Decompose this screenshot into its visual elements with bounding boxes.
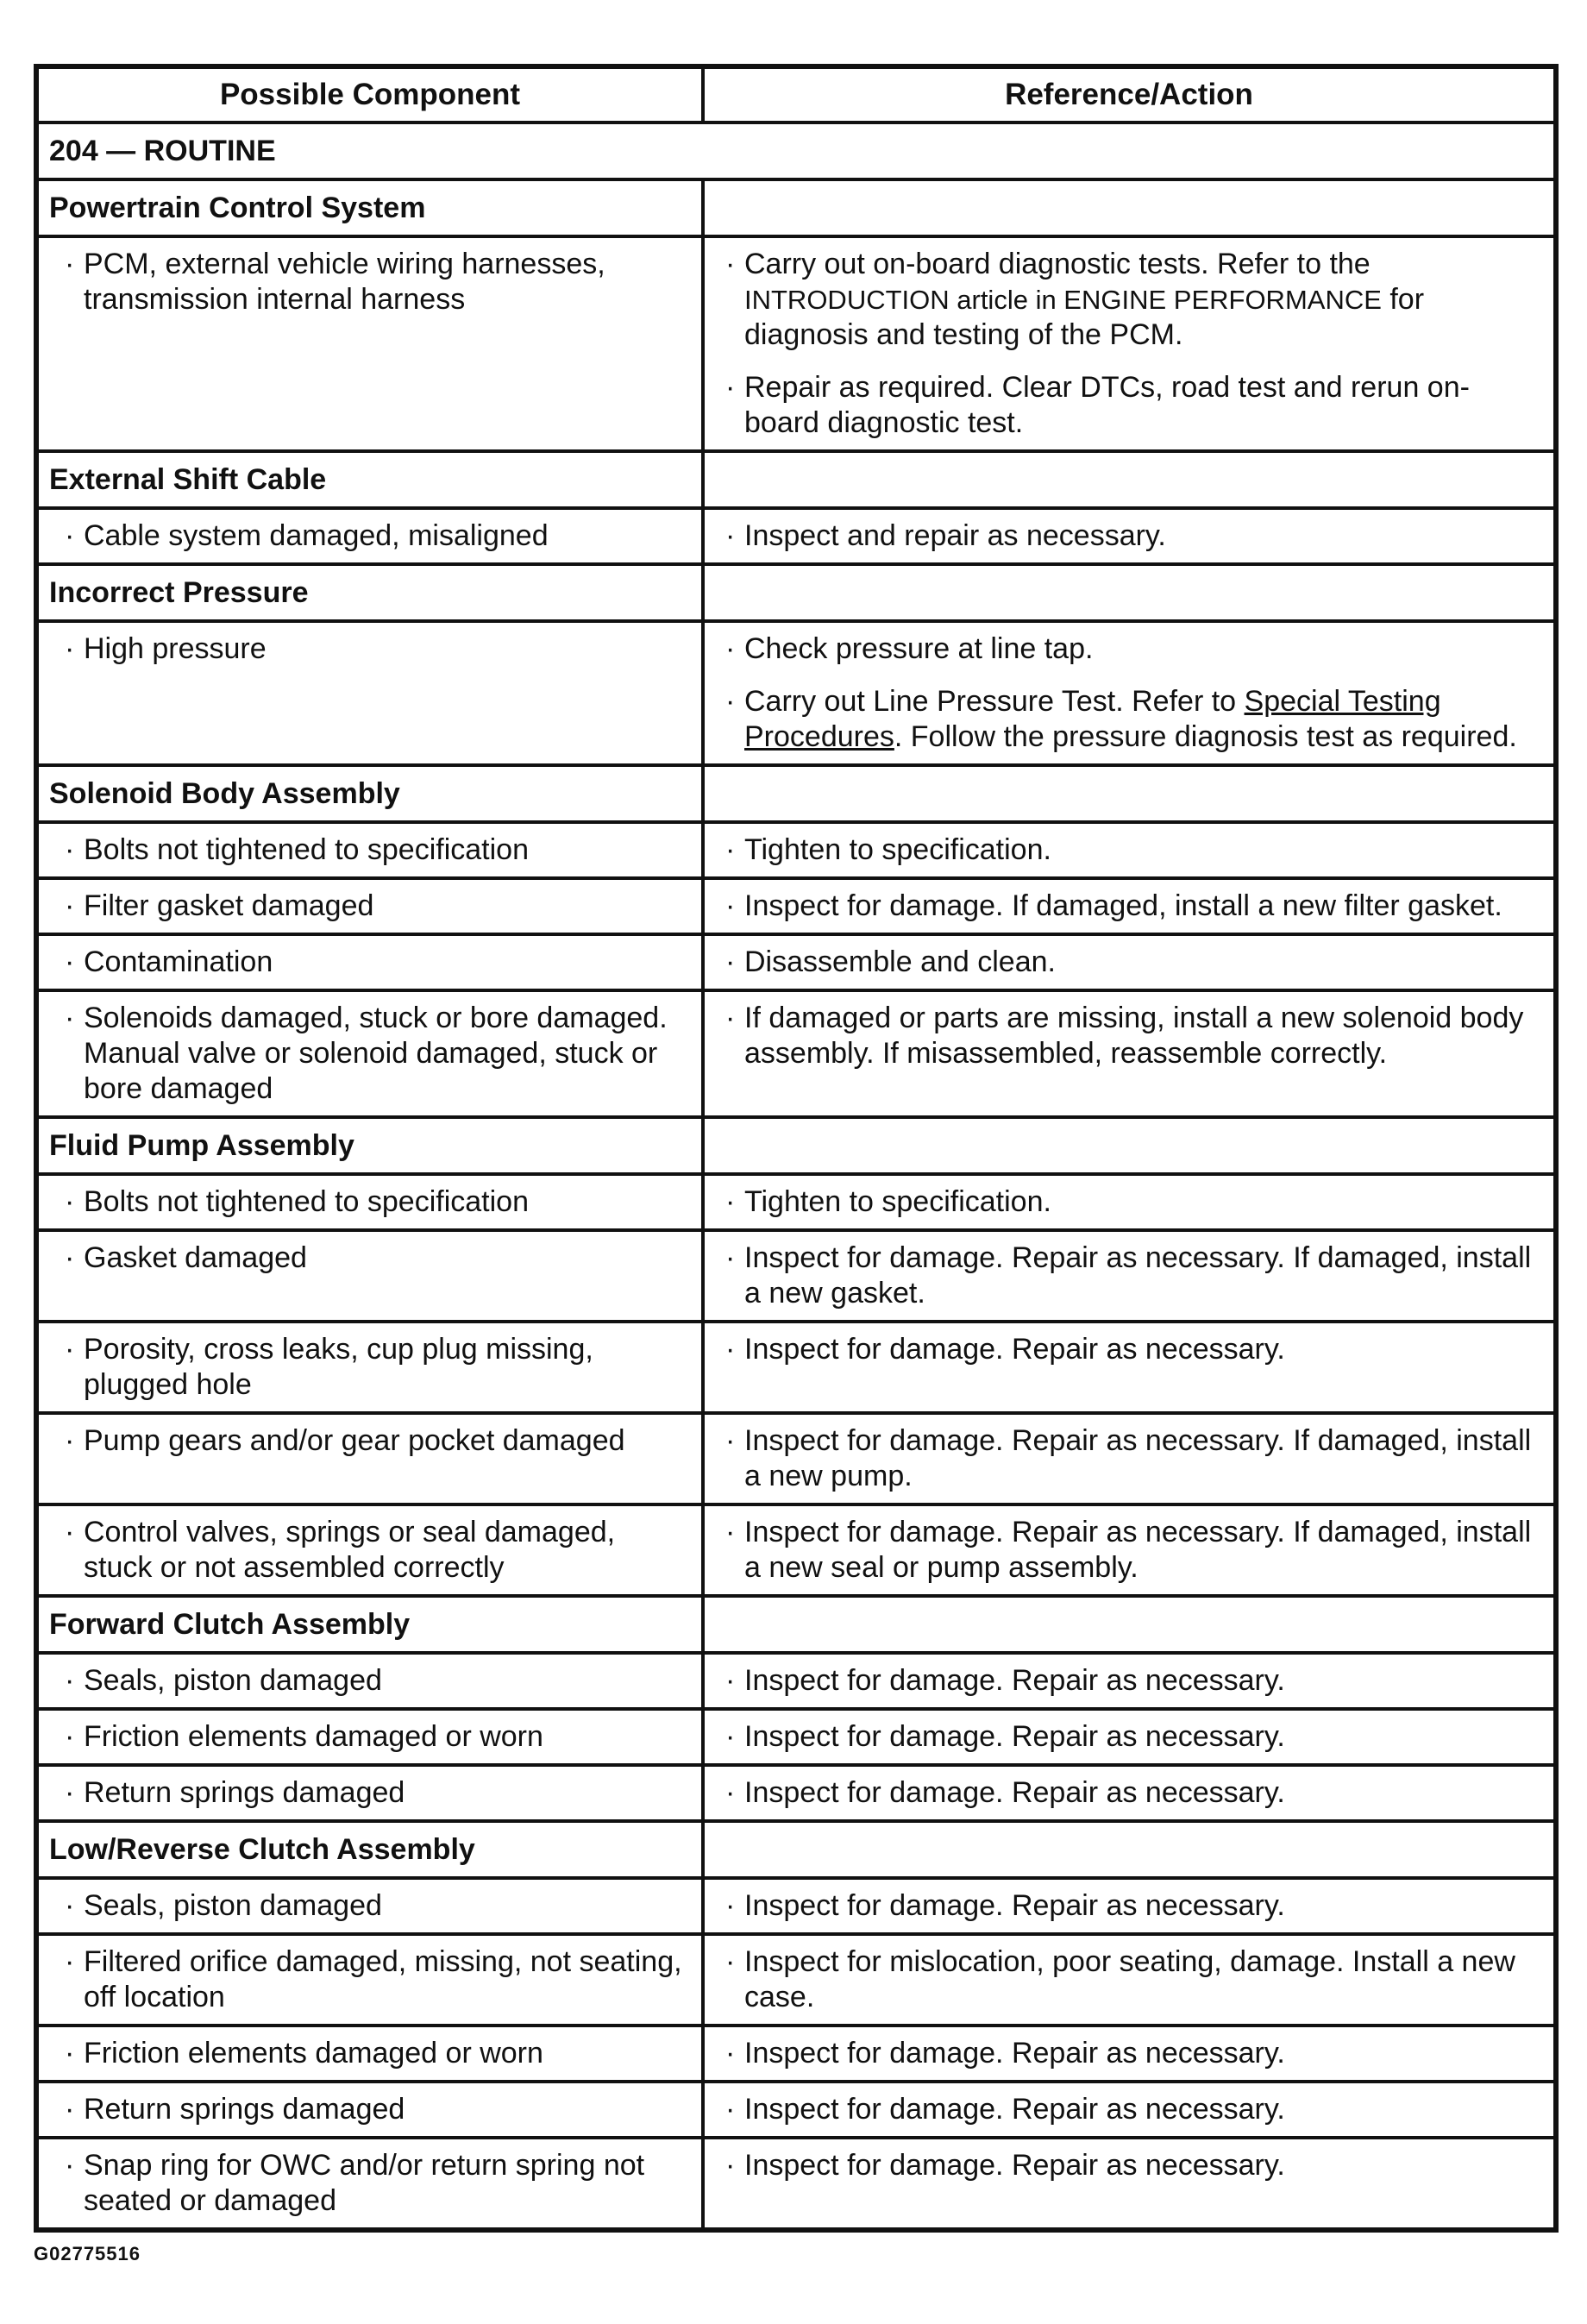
component-text: Pump gears and/or gear pocket damaged [84,1424,625,1457]
component-cell [36,1230,703,1322]
bullet-dot: · [725,833,736,866]
component-cell [36,990,703,1117]
bullet-item [39,510,701,562]
special-testing-procedures-link[interactable]: Special Testing Procedures [744,685,1441,753]
header-row [36,66,1556,122]
component-text: PCM, external vehicle wiring harnesses, transmission internal harness [84,248,605,316]
bullet-dot: · [65,1889,75,1922]
action-cell [703,934,1556,990]
group-title: Low/Reverse Clutch Assembly [36,1821,703,1878]
component-cell [36,934,703,990]
group-action-empty [703,765,1556,822]
bullet-dot: · [725,632,736,665]
component-text: Contamination [84,945,273,978]
group-row [36,1117,1556,1174]
component-text: Return springs damaged [84,2093,405,2126]
action-text: . Follow the pressure diagnosis test as required. [894,720,1517,753]
component-cell [36,621,703,765]
table-row [36,2138,1556,2230]
action-text: Inspect for damage. Repair as necessary. [744,2093,1285,2126]
action-text: Inspect for damage. Repair as necessary. [744,1720,1285,1753]
bullet-item [705,1415,1553,1503]
action-text: Inspect for damage. Repair as necessary. [744,2037,1285,2070]
action-cell [703,990,1556,1117]
bullet-dot: · [725,1241,736,1274]
table-row [36,1653,1556,1709]
bullet-item [705,2083,1553,2136]
group-title: Forward Clutch Assembly [36,1596,703,1653]
action-text: Carry out on-board diagnostic tests. Refer to the [744,248,1371,280]
group-action-empty [703,564,1556,621]
bullet-dot: · [725,1424,736,1457]
action-text: Inspect for damage. Repair as necessary. [744,1664,1285,1697]
table-row [36,822,1556,878]
action-cell [703,1230,1556,1322]
bullet-dot: · [65,2037,75,2070]
component-cell [36,1504,703,1596]
action-cell [703,1765,1556,1821]
bullet-dot: · [65,2149,75,2182]
component-cell [36,822,703,878]
component-text: Porosity, cross leaks, cup plug missing, plugged hole [84,1333,593,1401]
bullet-dot: · [725,889,736,922]
header-reference-action: Reference/Action [703,66,1556,122]
bullet-dot: · [65,1945,75,1978]
action-reference-text: INTRODUCTION article in ENGINE PERFORMANCE [744,285,1382,315]
table-row [36,2026,1556,2082]
bullet-dot: · [725,945,736,978]
bullet-dot: · [725,1889,736,1922]
bullet-dot: · [725,1333,736,1366]
bullet-item [705,1323,1553,1376]
component-cell [36,2026,703,2082]
component-cell [36,1709,703,1765]
action-cell [703,1174,1556,1230]
action-cell [703,2138,1556,2230]
group-title: External Shift Cable [36,451,703,508]
group-row [36,1596,1556,1653]
component-text: Filter gasket damaged [84,889,374,922]
group-row [36,179,1556,236]
bullet-item [39,824,701,876]
component-text: Seals, piston damaged [84,1889,382,1922]
action-cell [703,2082,1556,2138]
bullet-dot: · [65,519,75,552]
component-cell [36,1765,703,1821]
component-cell [36,236,703,451]
bullet-item [705,824,1553,876]
action-text: Tighten to specification. [744,833,1051,866]
action-text: Repair as required. Clear DTCs, road test and rerun on-board diagnostic test. [744,371,1470,439]
bullet-dot: · [65,1185,75,1218]
bullet-dot: · [65,1776,75,1809]
bullet-dot: · [725,1516,736,1548]
action-text: Inspect for damage. Repair as necessary. [744,2149,1285,2182]
component-text: Gasket damaged [84,1241,307,1274]
bullet-item [39,1415,701,1467]
bullet-dot: · [725,1185,736,1218]
bullet-item [705,675,1553,763]
action-cell [703,236,1556,451]
component-cell [36,1174,703,1230]
bullet-item [705,361,1553,449]
header-possible-component: Possible Component [36,66,703,122]
bullet-item [705,510,1553,562]
bullet-item [705,1767,1553,1819]
table-row [36,990,1556,1117]
action-text: Carry out Line Pressure Test. Refer to [744,685,1237,718]
action-cell [703,1934,1556,2026]
action-cell [703,1413,1556,1504]
table-row [36,1504,1556,1596]
bullet-dot: · [725,1720,736,1753]
bullet-dot: · [65,1720,75,1753]
component-cell [36,1934,703,2026]
table-row [36,934,1556,990]
component-cell [36,2138,703,2230]
bullet-dot: · [725,519,736,552]
table-row [36,1934,1556,2026]
component-cell [36,1413,703,1504]
group-action-empty [703,1596,1556,1653]
action-text: Inspect for damage. If damaged, install a new filter gasket. [744,889,1502,922]
component-cell [36,1653,703,1709]
table-row [36,621,1556,765]
action-text: Inspect and repair as necessary. [744,519,1166,552]
bullet-item [705,1176,1553,1228]
group-row [36,1821,1556,1878]
component-cell [36,1322,703,1413]
bullet-item [39,1767,701,1819]
group-action-empty [703,179,1556,236]
group-row [36,765,1556,822]
bullet-item [705,2139,1553,2192]
component-text: Bolts not tightened to specification [84,833,529,866]
bullet-item [39,1711,701,1763]
bullet-dot: · [65,1424,75,1457]
bullet-item [39,1880,701,1932]
table-row [36,1709,1556,1765]
bullet-dot: · [65,945,75,978]
bullet-item [705,1880,1553,1932]
bullet-dot: · [65,889,75,922]
bullet-dot: · [725,371,736,404]
bullet-dot: · [725,1002,736,1034]
bullet-dot: · [65,1333,75,1366]
component-text: Control valves, springs or seal damaged, stuck or not assembled correctly [84,1516,616,1584]
component-text: Seals, piston damaged [84,1664,382,1697]
action-text: Check pressure at line tap. [744,632,1094,665]
bullet-item [39,1655,701,1707]
action-text: Inspect for damage. Repair as necessary. [744,1889,1285,1922]
bullet-dot: · [725,2149,736,2182]
action-cell [703,621,1556,765]
table-row [36,508,1556,564]
table-row [36,236,1556,451]
bullet-item [705,1506,1553,1594]
component-text: High pressure [84,632,267,665]
group-title: Incorrect Pressure [36,564,703,621]
bullet-dot: · [65,248,75,280]
component-text: Return springs damaged [84,1776,405,1809]
action-text: Tighten to specification. [744,1185,1051,1218]
figure-code: G02775516 [34,2243,141,2264]
bullet-item [39,1323,701,1411]
component-cell [36,2082,703,2138]
bullet-dot: · [65,1664,75,1697]
action-cell [703,1709,1556,1765]
table-row [36,1174,1556,1230]
component-text: Friction elements damaged or worn [84,2037,543,2070]
section-title: 204 — ROUTINE [36,122,1556,179]
action-cell [703,2026,1556,2082]
action-text: Inspect for damage. Repair as necessary. [744,1776,1285,1809]
bullet-item [39,2083,701,2136]
section-row [36,122,1556,179]
bullet-item [39,1506,701,1594]
bullet-dot: · [725,2037,736,2070]
bullet-dot: · [65,632,75,665]
group-action-empty [703,1821,1556,1878]
component-cell [36,1878,703,1934]
table-row [36,1413,1556,1504]
bullet-item [705,1936,1553,2024]
bullet-dot: · [725,685,736,718]
group-title: Solenoid Body Assembly [36,765,703,822]
action-cell [703,508,1556,564]
action-cell [703,878,1556,934]
table-row [36,1322,1556,1413]
action-text: for diagnosis and testing of the PCM. [744,283,1425,351]
bullet-item [705,1711,1553,1763]
bullet-dot: · [725,248,736,280]
group-title: Powertrain Control System [36,179,703,236]
bullet-item [705,2027,1553,2080]
action-text: Inspect for damage. Repair as necessary. If damaged, install a new seal or pump assembly. [744,1516,1532,1584]
bullet-dot: · [725,2093,736,2126]
bullet-item [39,1232,701,1284]
bullet-dot: · [65,1002,75,1034]
group-row [36,451,1556,508]
group-row [36,564,1556,621]
bullet-item [705,1232,1553,1320]
component-text: Friction elements damaged or worn [84,1720,543,1753]
action-cell [703,822,1556,878]
diagnostic-table [34,64,1559,2233]
bullet-item [39,623,701,675]
component-cell [36,508,703,564]
bullet-item [705,238,1553,361]
bullet-dot: · [65,1516,75,1548]
action-text: Disassemble and clean. [744,945,1056,978]
action-cell [703,1504,1556,1596]
component-text: Filtered orifice damaged, missing, not seating, off location [84,1945,682,2013]
bullet-dot: · [65,833,75,866]
bullet-item [39,1936,701,2024]
bullet-item [705,880,1553,933]
action-text: If damaged or parts are missing, install a new solenoid body assembly. If misassembled, reassemble correctly. [744,1002,1524,1070]
bullet-item [705,1655,1553,1707]
action-text: Inspect for damage. Repair as necessary. [744,1333,1285,1366]
bullet-dot: · [725,1664,736,1697]
group-action-empty [703,451,1556,508]
bullet-item [705,623,1553,675]
action-text: Inspect for damage. Repair as necessary. If damaged, install a new pump. [744,1424,1532,1492]
component-text: Solenoids damaged, stuck or bore damaged. Manual valve or solenoid damaged, stuck or bore damaged [84,1002,668,1105]
bullet-item [39,936,701,989]
bullet-item [39,992,701,1115]
diagnostic-table-sheet [34,64,1553,2233]
component-cell [36,878,703,934]
bullet-dot: · [725,1776,736,1809]
action-cell [703,1878,1556,1934]
action-cell [703,1653,1556,1709]
action-cell [703,1322,1556,1413]
component-text: Cable system damaged, misaligned [84,519,549,552]
group-title: Fluid Pump Assembly [36,1117,703,1174]
bullet-dot: · [65,2093,75,2126]
bullet-item [39,880,701,933]
bullet-dot: · [65,1241,75,1274]
action-text: Inspect for damage. Repair as necessary. If damaged, install a new gasket. [744,1241,1532,1310]
bullet-item [39,2139,701,2227]
action-text: Inspect for mislocation, poor seating, damage. Install a new case. [744,1945,1515,2013]
bullet-item [39,238,701,326]
table-row [36,878,1556,934]
table-row [36,1230,1556,1322]
table-row [36,2082,1556,2138]
table-row [36,1878,1556,1934]
bullet-item [39,2027,701,2080]
bullet-item [705,936,1553,989]
component-text: Bolts not tightened to specification [84,1185,529,1218]
bullet-dot: · [725,1945,736,1978]
table-row [36,1765,1556,1821]
group-action-empty [703,1117,1556,1174]
bullet-item [705,992,1553,1080]
component-text: Snap ring for OWC and/or return spring not seated or damaged [84,2149,645,2217]
bullet-item [39,1176,701,1228]
